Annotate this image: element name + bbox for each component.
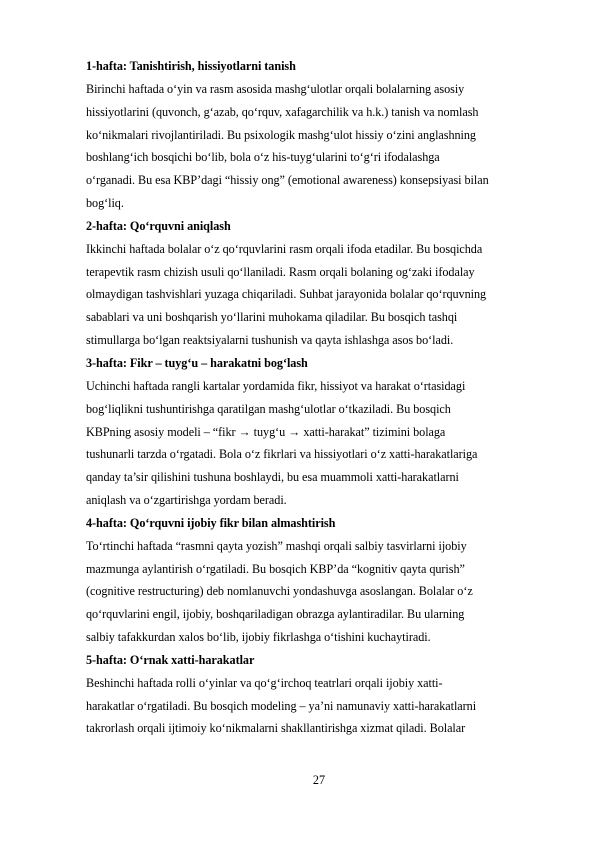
text-line: Ikkinchi haftada bolalar o‘z qo‘rquvlarini rasm orqali ifoda etadilar. Bu bosqichda	[86, 241, 483, 256]
text-line: sabablari va uni boshqarish yo‘llarini muhokama qiladilar. Bu bosqich tashqi	[86, 310, 458, 325]
text-line: bog‘liqlikni tushuntirishga qaratilgan mashg‘ulotlar o‘tkaziladi. Bu bosqich	[86, 401, 451, 416]
text-line: o‘rganadi. Bu esa KBP’dagi “hissiy ong” (emotional awareness) konsepsiyasi bilan	[86, 173, 489, 188]
text-line: qo‘rquvlarini engil, ijobiy, boshqariladigan obrazga aylantiradilar. Bu ularning	[86, 607, 465, 622]
section-heading: 1-hafta: Tanishtirish, hissiyotlarni tanish	[86, 59, 296, 73]
document-body	[86, 55, 556, 740]
section-heading: 3-hafta: Fikr – tuyg‘u – harakatni bog‘lash	[86, 355, 308, 370]
text-line: aniqlash va o‘zgartirishga yordam beradi.	[86, 493, 287, 508]
text-line: KBPning asosiy modeli – “fikr → tuyg‘u → xatti-harakat” tizimini bolaga	[86, 424, 446, 439]
section-week-3	[86, 352, 556, 512]
text-line: To‘rtinchi haftada “rasmni qayta yozish” mashqi orqali salbiy tasvirlarni ijobiy	[86, 538, 467, 553]
text-line: stimullarga bo‘lgan reaktsiyalarni tushunish va qayta ishlashga asos bo‘ladi.	[86, 333, 454, 348]
text-line: (cognitive restructuring) deb nomlanuvchi yondashuvga asoslangan. Bolalar o‘z	[86, 584, 473, 599]
section-heading: 2-hafta: Qo‘rquvni aniqlash	[86, 218, 231, 233]
text-line: tushunarli tarzda o‘rgatadi. Bola o‘z fikrlari va hissiyotlari o‘z xatti-harakatlariga	[86, 447, 478, 462]
section-week-2	[86, 215, 556, 352]
text-line: mazmunga aylantirish o‘rgatiladi. Bu bosqich KBP’da “kognitiv qayta qurish”	[86, 561, 465, 576]
text-line: salbiy tafakkurdan xalos bo‘lib, ijobiy fikrlashga o‘tishini kuchaytiradi.	[86, 630, 431, 645]
text-line: Birinchi haftada o‘yin va rasm asosida mashg‘ulotlar orqali bolalarning asosiy	[86, 81, 465, 96]
text-line: hissiyotlarini (quvonch, g‘azab, qo‘rquv, xafagarchilik va h.k.) tanish va nomlash	[86, 104, 479, 119]
text-line: Uchinchi haftada rangli kartalar yordamida fikr, hissiyot va harakat o‘rtasidagi	[86, 378, 466, 393]
text-line: harakatlar o‘rgatiladi. Bu bosqich modeling – ya’ni namunaviy xatti-harakatlarni	[86, 698, 477, 713]
text-line: Beshinchi haftada rolli o‘yinlar va qo‘g‘irchoq teatrlari orqali ijobiy xatti-	[86, 675, 443, 690]
text-line: qanday ta’sir qilishini tushuna boshlaydi, bu esa muammoli xatti-harakatlarni	[86, 470, 459, 485]
text-line: terapevtik rasm chizish usuli qo‘llaniladi. Rasm orqali bolaning og‘zaki ifodalay	[86, 264, 475, 279]
section-week-4	[86, 512, 556, 649]
text-line: takrorlash orqali ijtimoiy ko‘nikmalarni shakllantirishga xizmat qiladi. Bolalar	[86, 721, 466, 736]
text-line: boshlang‘ich bosqichi bo‘lib, bola o‘z his-tuyg‘ularini to‘g‘ri ifodalashga	[86, 150, 440, 165]
page-number: 27	[312, 773, 326, 787]
section-heading: 4-hafta: Qo‘rquvni ijobiy fikr bilan almashtirish	[86, 515, 336, 530]
section-heading: 5-hafta: O‘rnak xatti-harakatlar	[86, 652, 255, 667]
text-line: olmaydigan tashvishlari yuzaga chiqariladi. Suhbat jarayonida bolalar qo‘rquvning	[86, 287, 487, 302]
text-line: ko‘nikmalari rivojlantiriladi. Bu psixologik mashg‘ulot hissiy o‘zini anglashning	[86, 127, 476, 142]
section-week-5	[86, 649, 556, 740]
section-week-1	[86, 55, 556, 215]
text-line: bog‘liq.	[86, 196, 124, 211]
